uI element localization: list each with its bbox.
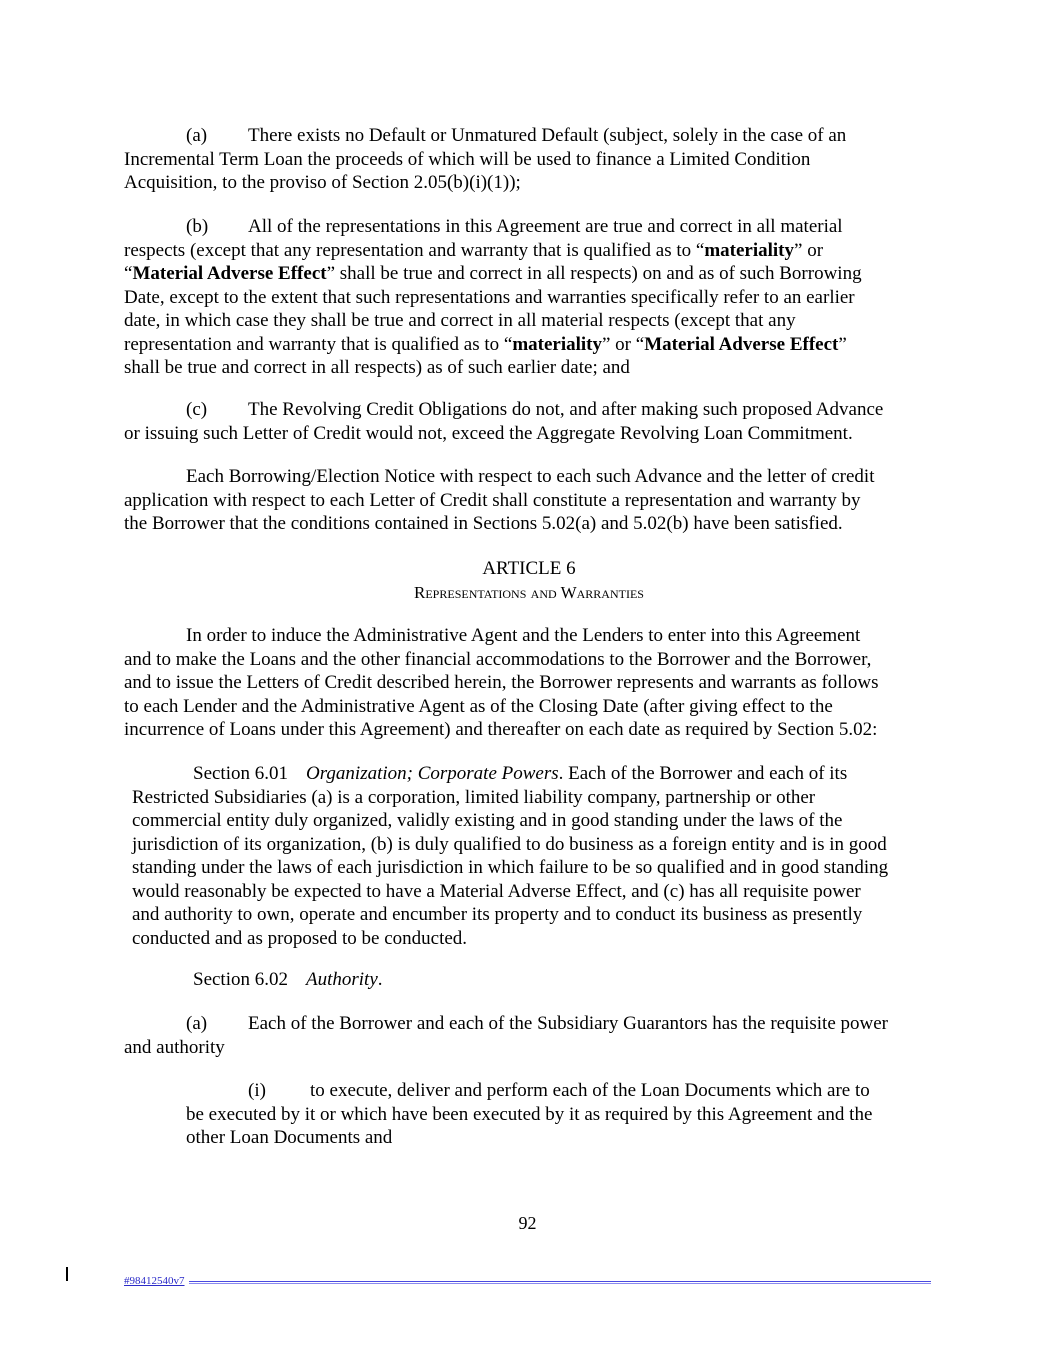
paragraph-6-02-a-i: (i) to execute, deliver and perform each of the Loan Documents which are to be executed by it or which have been executed by it as required by this Agreement and the other Loan Documents and — [186, 1080, 873, 1148]
paragraph-label: (c) — [186, 399, 208, 420]
revision-bar — [66, 1267, 68, 1281]
footer-rule — [189, 1283, 931, 1284]
paragraph-label: (b) — [186, 216, 209, 237]
paragraph-c: (c) The Revolving Credit Obligations do not, and after making such proposed Advance or issuing such Letter of Credit would not, exceed the Aggregate Revolving Loan Commitment. — [124, 399, 884, 444]
paragraph-notice: Each Borrowing/Election Notice with respect to each such Advance and the letter of credit application with respect to each Letter of Credit shall constitute a representation and warranty by the Borrower that the conditions contained in Sections 5.02(a) and 5.02(b) have been satisfied. — [124, 466, 875, 534]
defined-term: Material Adverse Effect — [644, 333, 839, 355]
paragraph-6-02-a: (a) Each of the Borrower and each of the Subsidiary Guarantors has the requisite power and authority — [124, 1013, 888, 1058]
section-number: Section 6.02 — [193, 969, 288, 990]
defined-term: Material Adverse Effect — [132, 263, 327, 284]
article-subtitle: Representations and Warranties — [414, 583, 644, 602]
paragraph-intro: In order to induce the Administrative Agent and the Lenders to enter into this Agreement and to make the Loans and the other financial accommodations to the Borrower and the Borrower, and to issue the Letters of Credit described herein, the Borrower represents and warrants as follows to each Lender and the Administrative Agent as of the Closing Date (after giving effect to the incurrence of Loans under this Agreement) and thereafter on each date as required by Section 5.02: — [124, 625, 879, 740]
section-number: Section 6.01 — [193, 763, 288, 784]
defined-term: materiality — [704, 239, 795, 261]
section-heading: Authority — [306, 969, 378, 990]
paragraph-label: (a) — [186, 1013, 208, 1034]
paragraph-a: (a) There exists no Default or Unmatured Default (subject, solely in the case of an Incremental Term Loan the proceeds of which will be used to finance a Limited Condition Acquisition, to the proviso of Section 2.05(b)(i)(1)); — [124, 125, 847, 193]
page-number: 92 — [518, 1213, 537, 1233]
section-6-02: Section 6.02 Authority. — [193, 969, 383, 990]
article-title: ARTICLE 6 — [482, 558, 576, 579]
paragraph-b: (b) All of the representations in this Agreement are true and correct in all material respects (except that any representation and warranty that is qualified as to “materiality” or “Material Adverse Effect” shall be true and correct in all respects) on and as of such Borrowing Date, except to the extent that such representations and warranties specifically refer to an earlier date, in which case they shall be true and correct in all material respects (except that any representation and warranty that is qualified as to “materiality” or “Material Adverse Effect” shall be true and correct in all respects) as of such earlier date; and — [124, 216, 862, 378]
footer-rule — [189, 1281, 931, 1282]
document-id-link[interactable]: #98412540v7 — [124, 1275, 185, 1287]
defined-term: materiality — [512, 333, 602, 355]
paragraph-label: (a) — [186, 125, 208, 146]
paragraph-label: (i) — [248, 1080, 266, 1101]
section-6-01: Section 6.01 Organization; Corporate Powers. Each of the Borrower and each of its Restricted Subsidiaries (a) is a corporation, limited liability company, partnership or other commercial entity duly organized, validly existing and in good standing under the laws of the jurisdiction of its organization, (b) is duly qualified to do business as a foreign entity and is in good standing under the laws of each jurisdiction in which failure to be so qualified and in good standing would reasonably be expected to have a Material Adverse Effect, and (c) has all requisite power and authority to own, operate and encumber its property and to conduct its business as presently conducted and as proposed to be conducted. — [132, 763, 889, 949]
section-heading: Organization; Corporate Powers — [306, 763, 559, 784]
